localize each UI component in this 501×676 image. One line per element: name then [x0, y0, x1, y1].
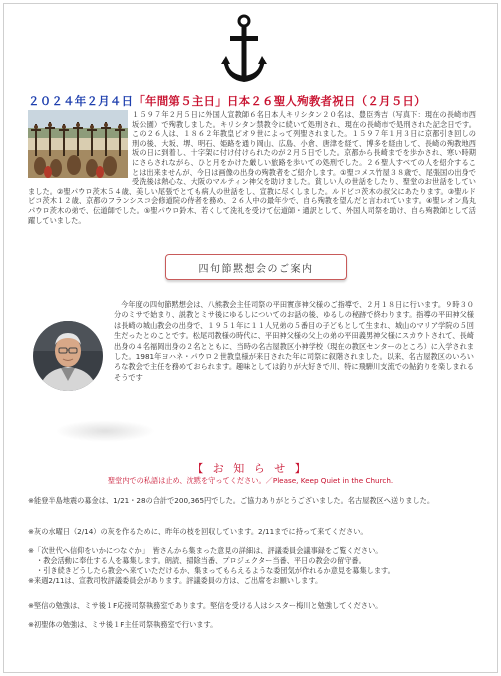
page-headline [28, 93, 478, 109]
notice-faith-sub1: ・教会活動に奉仕する人を募集します。朗読、掃除当番、プロジェクター当番、平日の教会の留守番。 [36, 556, 366, 565]
retreat-article-text: 今年度の四旬節黙想会は、八熊教会主任司祭の平田實彦神父様のご指導で、２月１８日に行います。９時３０分のミサで始まり、説教とミサ後にゆるしについてのお話の後、ゆるしの秘跡で終わります。指導の平田神父様は長崎の城山教会の出身で、１９５１年に１１人兄弟の５番目の子どもとして生まれ、城山のマリア学院の５回生だったとのことです。松尾司教様の時代に、平田神父様の父上の弟の平田義男神父様にスカウトされて、長崎出身の４名福岡出身の２名とともに、当時の名古屋教区小神学校（現在の教区センターのところ）に入学されました。1981年ヨハネ・パウロ２世教皇様が来日された年に司祭に叙階されました。以来、名古屋教区のいろいろな教会で主任を務めておられます。趣味としては釣りが大好きで川、特に飛騨川支流での鮎釣りを楽しまれるそうです [114, 300, 474, 382]
priest-photo [33, 321, 103, 391]
photo-shadow [55, 420, 155, 442]
notice-faith-title: ※「次世代へ信仰をいかにつなぐか」 皆さんから集まった意見の詳細は、評議委員会議事録をご覧ください。 [28, 546, 383, 555]
retreat-article [114, 300, 474, 383]
retreat-heading: 四旬節黙想会のご案内 [198, 263, 314, 275]
martyrs-article [28, 110, 476, 225]
notices-subtitle: 聖堂内での私語は止め、沈黙を守ってください。／Please, Keep Quiet in the Church. [107, 476, 394, 485]
notice-council: ※来週2/11は、宣教司牧評議委員会があります。評議委員の方は、ご出席をお願いします。 [28, 576, 323, 585]
headline-sunday: 「年間第５主日」 [133, 94, 227, 108]
notice-item-first-communion: ※初聖体の勉強は、ミサ後１F主任司祭執務室で行います。 [28, 620, 218, 629]
martyrs-article-text: １５９７年２月５日に外国人宣教師６名日本人キリシタン２０名は、豊臣秀吉（写真下：現在の長崎市西坂公園）で殉教しました。キリシタン禁教令に続いて処刑され、現在の長崎市で処刑された記念日です。この２６人は、１８６２年教皇ピオ９世によって列聖されました。１５９７年１月３日に京都引き回しの刑の後、大坂、堺、明石、姫路を通り岡山、広島、小倉、唐津を経て、博多を経由して、長崎の殉教地西坂の日に到着し、十字架に付け付けられたのが２月５日でした。京都から長崎までを歩かされ、寒い時期にさらされながら、ひと月をかけた厳しい旅路を歩いての処刑でした。２６聖人すべての人を紹介することは出来ませんが、今日は画像の出身の殉教者をご紹介します。①聖コメス竹屋３８歳で、尾張国の出身で受洗後は熱心な、大阪のマルティン神父を助けました。貧しい人の世話をしたり、聖堂のお世話をしていました。②聖パウロ茨木５４歳、美しい尾張でとても病人の世話をし、宣教に尽くしました。ルドビコ茨木の叔父にあたります。③聖ルドビコ茨木１２歳、京都のフランシスコ会修道院の侍者を務め、２６人中の最年少で、自ら殉教を望んだと言われています。④聖レオン鳥丸パウロ茨木の弟で、伝道師でした。⑤聖パウロ鈴木、若くして洗礼を受けて伝道師・通訳として、外国人司祭を助け、自ら殉教師として活躍していました。 [28, 110, 476, 225]
notice-item-earthquake: ※能登半島地震の募金は、1/21・28の合計で200,365円でした。ご協力ありがとうございました。名古屋教区へ送りました。 [28, 496, 435, 505]
notices-title: 【 お 知 ら せ 】 [192, 462, 309, 475]
notice-item-confirmation: ※堅信の勉強は、ミサ後１F応接司祭執務室であります。堅信を受ける人はシスター梅川と勉強してください。 [28, 601, 383, 610]
notice-item-faith [28, 546, 478, 586]
anchor-icon [220, 14, 268, 88]
headline-date: ２０２４年２月４日 [28, 94, 134, 108]
notice-faith-sub2: ・引き続きどうしたら教会へ来ていただけるか、集まってもらえるような委団気が作れるか意見を募集します。 [36, 566, 395, 575]
headline-feast: 日本２６聖人殉教者祝日（２月５日） [226, 94, 426, 108]
retreat-heading-box [165, 254, 347, 280]
notice-item-ash-wednesday: ※灰の水曜日（2/14）の灰を作るために、昨年の枝を回収しています。2/11までに持って来てください。 [28, 527, 368, 536]
